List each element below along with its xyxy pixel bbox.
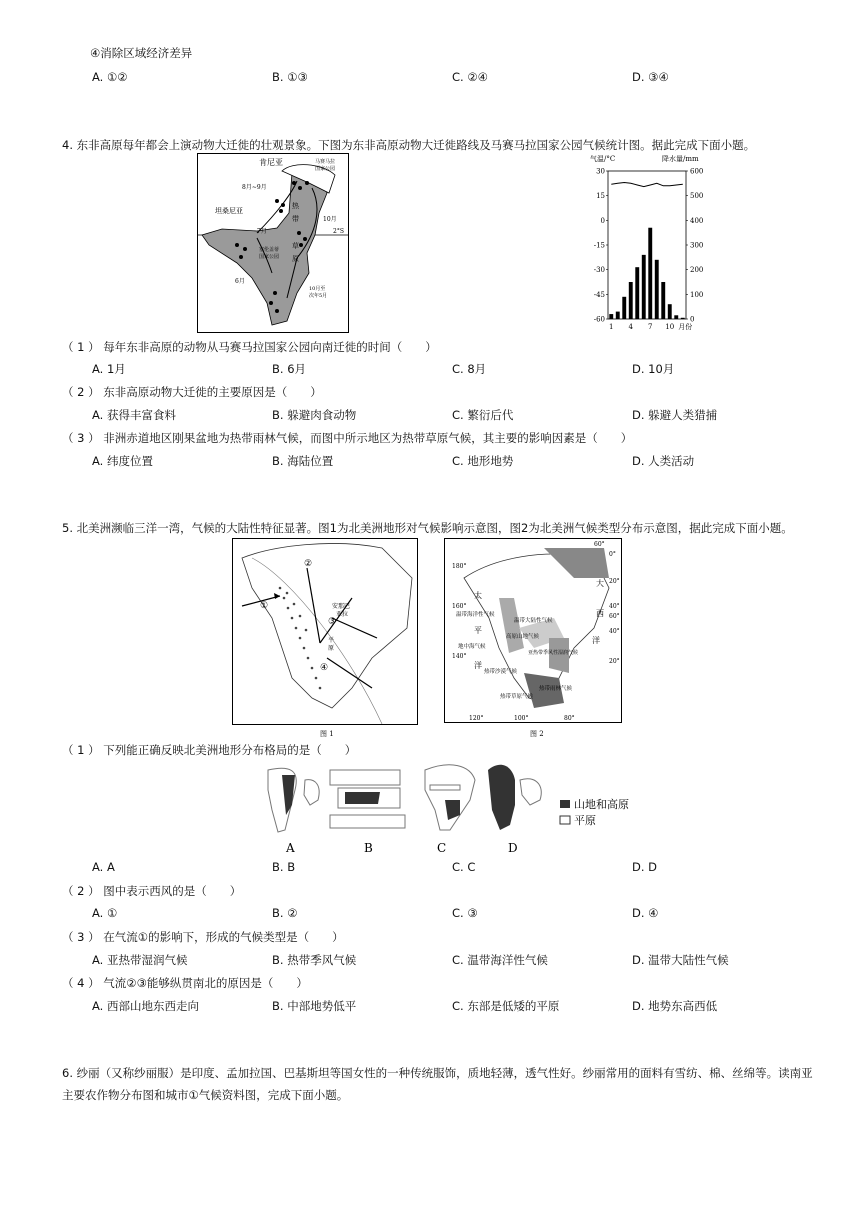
question-6-stem: 6. 纱丽（又称纱丽服）是印度、孟加拉国、巴基斯坦等国女性的一种传统服饰，质地轻薄，透气性好。纱丽常用的面料有雪纺、棉、丝绵等。读南亚主要农作物分布图和城市①气候资料图，完成下面小题。	[62, 1066, 813, 1102]
temp-tick-label: 15	[596, 192, 605, 201]
svg-text:西: 西	[596, 609, 604, 618]
svg-text:次年5月: 次年5月	[309, 293, 328, 299]
svg-text:带: 带	[292, 215, 299, 223]
month-tick-label: 10	[665, 323, 675, 331]
option-b[interactable]: B. ①③	[272, 70, 308, 84]
q5-sub3-option-c[interactable]: C. 温带海洋性气候	[452, 953, 548, 967]
q5-sub2-option-c[interactable]: C. ③	[452, 906, 478, 920]
svg-text:①: ①	[260, 601, 269, 611]
q4-sub2-stem: （ 2 ） 东非高原动物大迁徙的主要原因是（ ）	[62, 385, 322, 399]
svg-text:高原山地气候: 高原山地气候	[506, 634, 540, 640]
svg-text:热带雨林气候: 热带雨林气候	[539, 686, 573, 692]
question-5-stem: 5. 北美洲濒临三洋一湾，气候的大陆性特征显著。图1为北美洲地形对气候影响示意图，图2为北美洲气候类型分布示意图，据此完成下面小题。	[62, 521, 793, 535]
figure-1-caption: 图 1	[320, 730, 334, 738]
temp-tick-label: -60	[593, 315, 605, 324]
svg-text:洋: 洋	[592, 636, 600, 645]
q4-sub1-option-d[interactable]: D. 10月	[632, 362, 675, 376]
svg-text:草: 草	[292, 242, 299, 250]
option-a[interactable]: A. ①②	[92, 70, 128, 84]
precip-tick-label: 200	[690, 266, 704, 275]
precip-bar	[642, 255, 646, 319]
legend-mountains: 山地和高原	[574, 798, 629, 811]
precip-tick-label: 500	[690, 192, 704, 201]
q4-sub2-option-b[interactable]: B. 躲避肉食动物	[272, 408, 357, 422]
svg-text:7月: 7月	[257, 228, 267, 235]
q5-sub4-option-c[interactable]: C. 东部是低矮的平原	[452, 999, 560, 1013]
svg-text:80°: 80°	[564, 715, 575, 722]
map-label-kenya: 肯尼亚	[259, 158, 283, 167]
q5-sub1-stem: （ 1 ） 下列能正确反映北美洲地形分布格局的是（ ）	[62, 743, 357, 757]
svg-text:10月: 10月	[323, 216, 337, 223]
svg-text:60°: 60°	[594, 541, 605, 548]
svg-text:B: B	[364, 841, 373, 855]
svg-text:C: C	[437, 841, 447, 855]
precip-tick-label: 0	[690, 315, 695, 324]
svg-text:原: 原	[292, 255, 299, 263]
q4-sub2-option-c[interactable]: C. 繁衍后代	[452, 408, 514, 422]
q5-sub1-option-c[interactable]: C. C	[452, 860, 476, 874]
precip-bar	[616, 312, 620, 319]
precip-bar	[655, 260, 659, 319]
climate-chart	[590, 150, 720, 335]
svg-text:2°S: 2°S	[333, 228, 344, 235]
q4-sub1-option-c[interactable]: C. 8月	[452, 362, 487, 376]
precip-bar	[668, 304, 672, 319]
svg-text:热带沙漠气候: 热带沙漠气候	[484, 669, 518, 675]
svg-text:60°: 60°	[609, 613, 620, 620]
precip-tick-label: 400	[690, 216, 704, 225]
precip-bar	[629, 282, 633, 319]
q4-sub1-option-a[interactable]: A. 1月	[92, 362, 126, 376]
q5-sub2-option-b[interactable]: B. ②	[272, 906, 298, 920]
precip-bar	[661, 282, 665, 319]
svg-text:100°: 100°	[514, 715, 529, 722]
q4-sub1-option-b[interactable]: B. 6月	[272, 362, 307, 376]
svg-text:太: 太	[474, 591, 482, 600]
q5-sub2-stem: （ 2 ） 图中表示西风的是（ ）	[62, 884, 242, 898]
map-label-mara: 马赛马拉	[315, 159, 336, 165]
temp-tick-label: 30	[596, 167, 605, 176]
svg-text:20°: 20°	[609, 658, 620, 665]
svg-text:120°: 120°	[469, 715, 484, 722]
terrain-options-figure	[260, 760, 670, 860]
precip-tick-label: 300	[690, 241, 704, 250]
month-tick-label: 7	[648, 323, 653, 331]
q4-sub3-option-a[interactable]: A. 纬度位置	[92, 454, 153, 468]
precip-bar	[681, 318, 685, 319]
terrain-option-a	[268, 768, 319, 832]
q4-sub3-stem: （ 3 ） 非洲赤道地区刚果盆地为热带雨林气候，而图中所示地区为热带草原气候，其主要的影响因素是（ ）	[62, 431, 633, 445]
q4-sub3-option-d[interactable]: D. 人类活动	[632, 454, 695, 468]
q4-sub2-option-d[interactable]: D. 躲避人类猎捕	[632, 408, 718, 422]
option-c[interactable]: C. ②④	[452, 70, 488, 84]
svg-text:140°: 140°	[452, 653, 467, 660]
q5-sub1-option-b[interactable]: B. B	[272, 860, 296, 874]
figure-2-caption: 图 2	[530, 730, 544, 738]
svg-text:A: A	[286, 841, 295, 855]
terrain-option-c	[425, 765, 475, 830]
temp-line	[611, 183, 683, 187]
question-4-stem: 4. 东非高原每年都会上演动物大迁徙的壮观景象。下图为东非高原动物大迁徙路线及马赛马拉国家公园气候统计图。据此完成下面小题。	[62, 138, 756, 152]
svg-text:平: 平	[328, 637, 335, 644]
precip-bar	[609, 314, 613, 319]
svg-text:180°: 180°	[452, 563, 467, 570]
svg-text:40°: 40°	[609, 628, 620, 635]
terrain-option-d	[488, 765, 541, 830]
svg-text:160°: 160°	[452, 603, 467, 610]
terrain-option-b	[330, 770, 405, 828]
svg-text:国家公园: 国家公园	[259, 254, 280, 260]
svg-text:安那巴: 安那巴	[332, 603, 351, 610]
svg-text:10月至: 10月至	[309, 286, 326, 292]
svg-text:40°: 40°	[609, 603, 620, 610]
q4-sub2-option-a[interactable]: A. 获得丰富食料	[92, 408, 176, 422]
svg-text:平: 平	[474, 626, 482, 635]
precip-bar	[674, 315, 678, 319]
q5-sub2-option-a[interactable]: A. ①	[92, 906, 118, 920]
svg-text:②: ②	[304, 559, 313, 569]
q5-sub3-option-a[interactable]: A. 亚热带湿润气候	[92, 953, 188, 967]
option-d[interactable]: D. ③④	[632, 70, 669, 84]
svg-text:国家公园: 国家公园	[315, 166, 336, 172]
precip-bar	[622, 297, 626, 319]
svg-text:洋: 洋	[474, 661, 482, 670]
svg-text:热带草原气候: 热带草原气候	[500, 694, 534, 700]
q5-sub2-option-d[interactable]: D. ④	[632, 906, 659, 920]
q5-sub1-option-d[interactable]: D. D	[632, 860, 658, 874]
q5-sub4-stem: （ 4 ） 气流②③能够纵贯南北的原因是（ ）	[62, 976, 308, 990]
month-tick-label: 月份	[678, 323, 693, 331]
svg-text:③: ③	[328, 617, 337, 627]
temp-tick-label: -30	[593, 266, 605, 275]
migration-map	[197, 153, 349, 333]
map-label-tanzania: 坦桑尼亚	[215, 207, 243, 215]
svg-text:0°: 0°	[609, 551, 616, 558]
precip-tick-label: 100	[690, 290, 704, 299]
q5-sub1-option-a[interactable]: A. A	[92, 860, 115, 874]
precip-bar	[648, 228, 652, 319]
precip-tick-label: 600	[690, 167, 704, 176]
svg-text:亚拉: 亚拉	[336, 611, 349, 618]
svg-text:大: 大	[596, 579, 604, 588]
legend-plains: 平原	[574, 814, 596, 827]
precip-axis-label: 降水量/mm	[662, 155, 699, 163]
month-tick-label: 1	[609, 323, 614, 331]
option-line: ④消除区域经济差异	[90, 46, 193, 60]
svg-text:热: 热	[292, 202, 299, 210]
svg-text:温带海洋性气候: 温带海洋性气候	[456, 612, 495, 618]
temp-tick-label: -15	[593, 241, 605, 250]
temp-tick-label: 0	[600, 216, 605, 225]
svg-text:地中海气候: 地中海气候	[458, 644, 486, 650]
temp-axis-label: 气温/°C	[590, 155, 616, 163]
q5-sub4-option-d[interactable]: D. 地势东高西低	[632, 999, 718, 1013]
figure-2-climate-map	[444, 538, 622, 738]
q5-sub3-option-d[interactable]: D. 温带大陆性气候	[632, 953, 729, 967]
precip-bar	[635, 267, 639, 319]
svg-text:温带大陆性气候: 温带大陆性气候	[514, 618, 553, 624]
svg-text:6月: 6月	[235, 278, 245, 285]
svg-text:D: D	[508, 841, 518, 855]
svg-text:亚热带季风性湿润气候: 亚热带季风性湿润气候	[528, 650, 579, 656]
q4-sub3-option-b[interactable]: B. 海陆位置	[272, 454, 334, 468]
q5-sub4-option-a[interactable]: A. 西部山地东西走向	[92, 999, 199, 1013]
figure-1-terrain-map	[232, 538, 418, 738]
temp-tick-label: -45	[593, 290, 605, 299]
q5-sub3-option-b[interactable]: B. 热带季风气候	[272, 953, 357, 967]
month-tick-label: 4	[628, 323, 633, 331]
map-label-aug-sep: 8月~9月	[242, 184, 267, 191]
q5-sub3-stem: （ 3 ） 在气流①的影响下，形成的气候类型是（ ）	[62, 930, 344, 944]
q4-sub3-option-c[interactable]: C. 地形地势	[452, 454, 514, 468]
svg-text:④: ④	[320, 663, 329, 673]
svg-text:20°: 20°	[609, 578, 620, 585]
q4-sub1-stem: （ 1 ） 每年东非高原的动物从马赛马拉国家公园向南迁徙的时间（ ）	[62, 340, 437, 354]
q5-sub4-option-b[interactable]: B. 中部地势低平	[272, 999, 357, 1013]
svg-text:原: 原	[328, 645, 335, 652]
svg-text:塞伦盖蒂: 塞伦盖蒂	[259, 247, 280, 253]
